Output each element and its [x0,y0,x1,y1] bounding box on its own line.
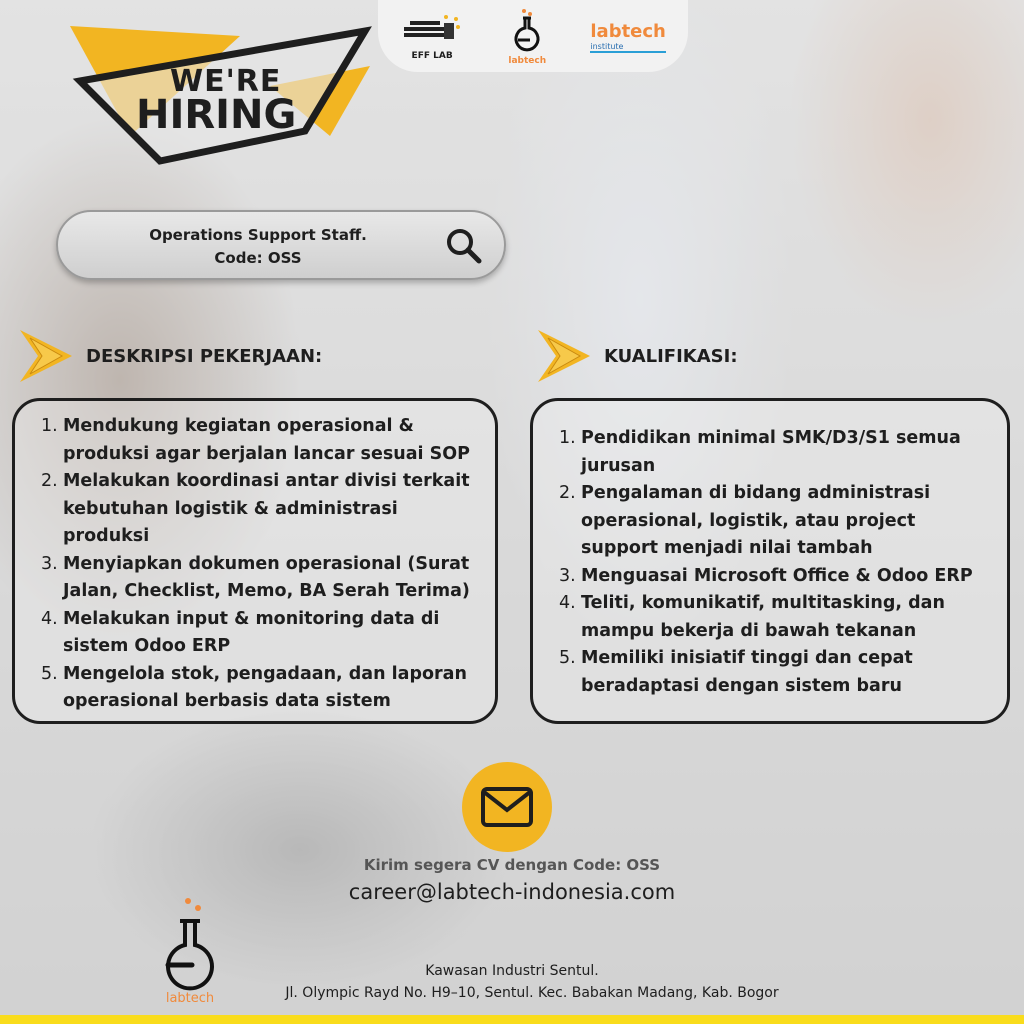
list-item: 2. Pengalaman di bidang administrasi operasional, logistik, atau project support menjadi nilai tambah [559,483,931,558]
job-title: Operations Support Staff. Code: OSS [149,226,367,267]
chevron-right-icon [18,328,74,384]
search-icon [444,226,484,266]
hiring-headline: WE'RE HIRING [70,26,380,166]
labtech-logo: labtech [508,8,546,66]
footer-bar [0,1015,1024,1024]
list-item: 1. Mendukung kegiatan operasional & produksi agar berjalan lancar sesuai SOP [41,416,470,464]
mail-icon [462,762,552,852]
qualifications-box [530,398,1010,724]
eff-lab-logo: EFF LAB [400,13,464,61]
list-item: 2. Melakukan koordinasi antar divisi terkait kebutuhan logistik & administrasi produksi [41,471,470,546]
address: Kawasan Industri Sentul. Jl. Olympic Rayd No. H9–10, Sentul. Kec. Babakan Madang, Kab. Bogor [285,963,779,1001]
list-item: 4. Teliti, komunikatif, multitasking, dan mampu bekerja di bawah tekanan [559,593,945,641]
list-item: 1. Pendidikan minimal SMK/D3/S1 semua jurusan [559,428,961,476]
cv-prompt: Kirim segera CV dengan Code: OSS [363,856,661,874]
footer-labtech-logo: labtech [160,895,220,1006]
job-search-bar[interactable] [56,210,506,280]
contact-email[interactable]: career@labtech-indonesia.com [348,880,676,904]
list-item: 3. Menyiapkan dokumen operasional (Surat Jalan, Checklist, Memo, BA Serah Terima) [41,553,470,601]
labtech-institute-logo: labtech institute [590,21,666,51]
description-box [12,398,498,724]
list-item: 5. Mengelola stok, pengadaan, dan laporan operasional berbasis data sistem [41,663,467,711]
list-item: 3. Menguasai Microsoft Office & Odoo ERP [559,565,973,586]
partner-logos [378,0,688,72]
qualifications-heading: KUALIFIKASI: [536,328,738,384]
list-item: 4. Melakukan input & monitoring data di sistem Odoo ERP [41,608,440,656]
description-heading: DESKRIPSI PEKERJAAN: [18,328,322,384]
list-item: 5. Memiliki inisiatif tinggi dan cepat beradaptasi dengan sistem baru [559,648,913,696]
chevron-right-icon [536,328,592,384]
